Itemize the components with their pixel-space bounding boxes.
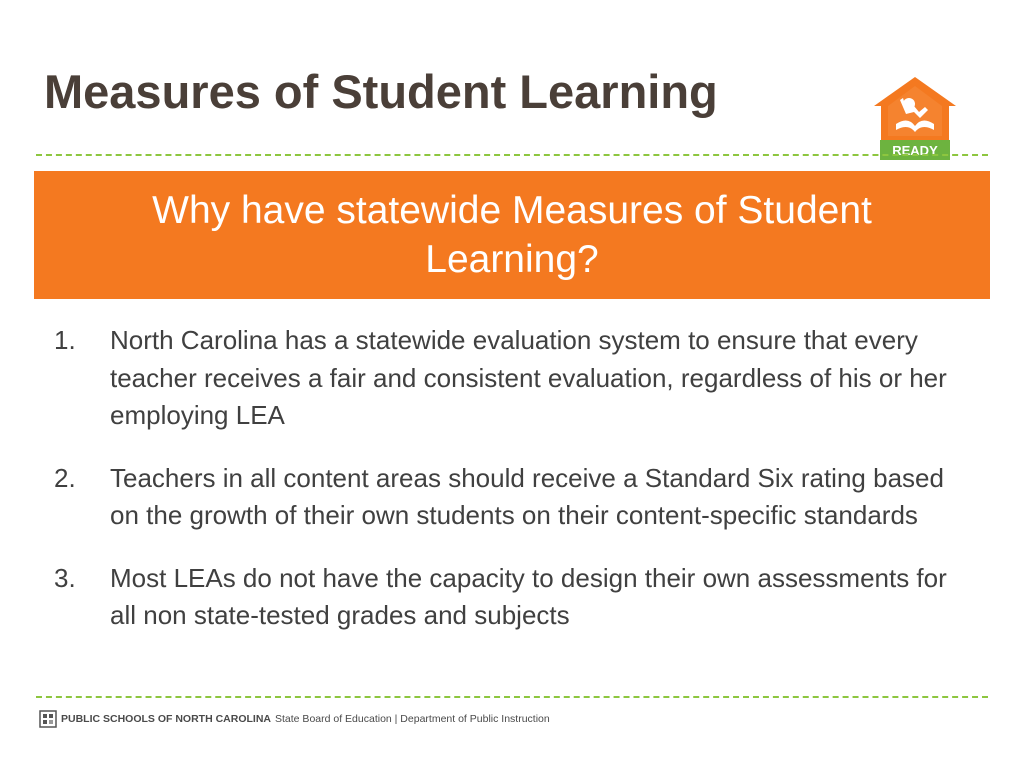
ready-house-icon xyxy=(870,74,960,164)
footer-organization: PUBLIC SCHOOLS OF NORTH CAROLINA xyxy=(61,713,271,725)
footer-subtitle: State Board of Education | Department of Public Instruction xyxy=(275,713,550,725)
list-item-number: 2. xyxy=(54,462,76,493)
list-item-text: Most LEAs do not have the capacity to design their own assessments for all non state-tested grades and subjects xyxy=(110,562,947,630)
slide-title: Measures of Student Learning xyxy=(44,65,718,118)
list-item-number: 1. xyxy=(54,325,76,355)
nc-dpi-icon xyxy=(39,710,57,728)
list-item-number: 3. xyxy=(54,562,76,593)
footer xyxy=(39,709,550,729)
list-item xyxy=(48,560,948,635)
ready-label: READY xyxy=(892,143,938,158)
list-item-text: Teachers in all content areas should receive a Standard Six rating based on the growth of their own students on their content-specific standards xyxy=(110,462,944,530)
banner-heading: Why have statewide Measures of Student Learning? xyxy=(152,189,872,281)
list-item-text: North Carolina has a statewide evaluation system to ensure that every teacher receives a fair and consistent evaluation, regardless of his or her employing LEA xyxy=(110,325,947,430)
question-banner xyxy=(34,171,990,299)
bottom-divider xyxy=(36,696,988,698)
reasons-list xyxy=(48,322,948,660)
top-divider xyxy=(36,154,988,156)
list-item xyxy=(48,460,948,535)
list-item xyxy=(48,322,948,435)
